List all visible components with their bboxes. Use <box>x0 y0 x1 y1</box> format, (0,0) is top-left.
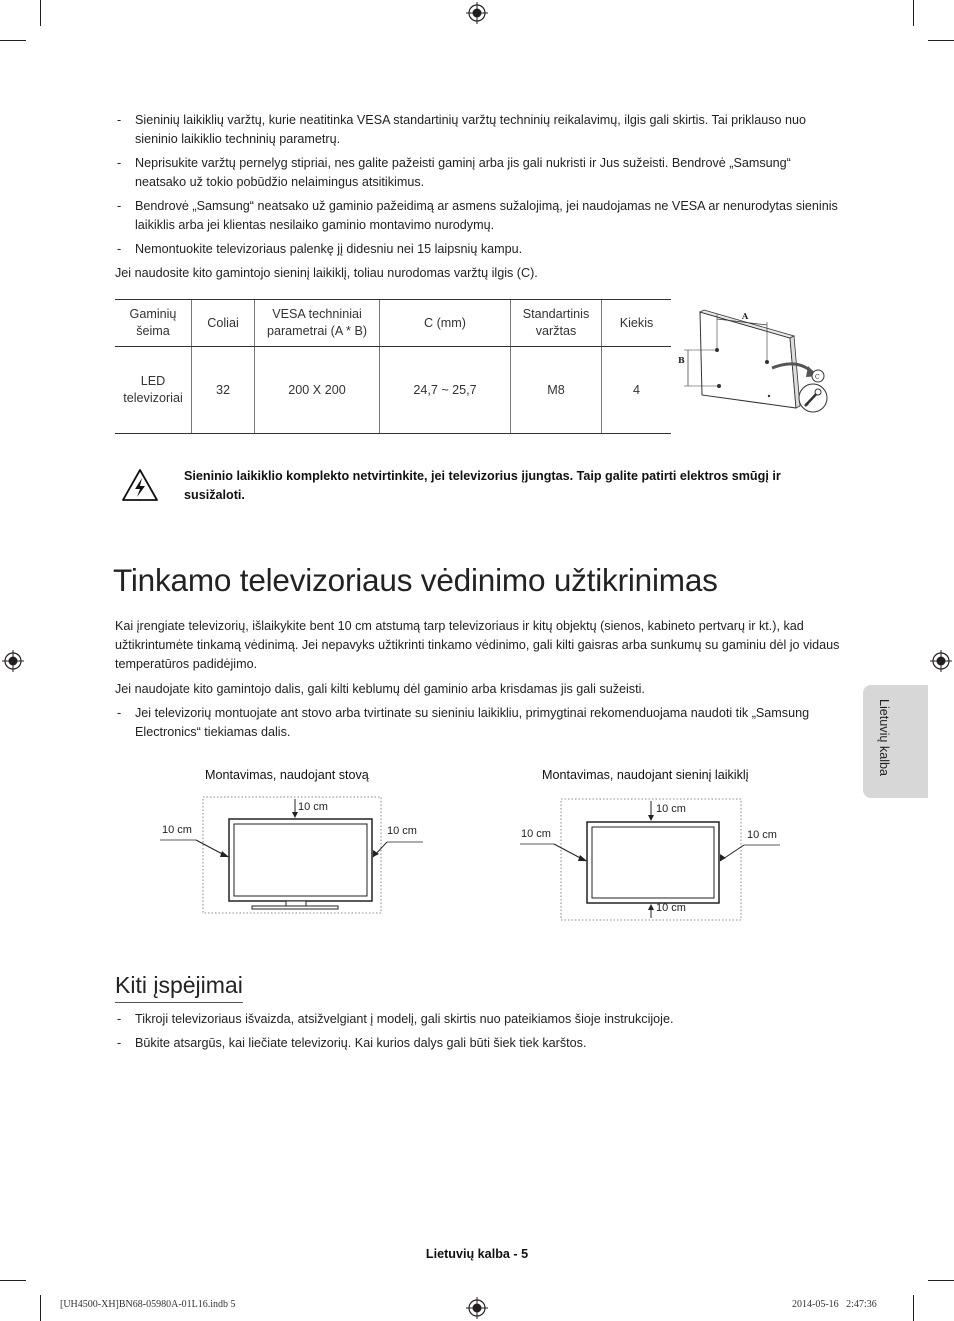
clearance-label: 10 cm <box>656 803 686 815</box>
list-item: - Bendrovė „Samsung“ neatsako už gaminio pažeidimą ar asmens sužalojimą, jei naudojamas ne VESA ar nenurodytas sieninis laikiklis arba jei klientas nesilaiko gaminio montavimo nurodymų. <box>117 199 838 232</box>
imprint-right: 2014-05-16 2:47:36 <box>792 1299 877 1310</box>
electric-shock-warning-icon <box>121 468 159 502</box>
ventilation-paragraph: Jei naudojate kito gamintojo dalis, gali kilti keblumų dėl gaminio arba krisdamas jis gali sužeisti. <box>115 682 645 696</box>
crop-mark <box>928 40 954 41</box>
registration-mark-icon <box>2 650 24 672</box>
wall-diagram-label: Montavimas, naudojant sieninį laikiklį <box>542 768 749 782</box>
table-cell: LED televizoriai <box>115 347 192 434</box>
mounting-notes <box>115 111 840 264</box>
crop-mark <box>0 1280 26 1281</box>
ventilation-paragraph: Kai įrengiate televizorių, išlaikykite bent 10 cm atstumą tarp televizoriaus ir kitų objektų (sienos, kabineto pertvarų ir kt.), kad užtikrintumėte tinkamą vėdinimą. Jei nepavyks užtikrinti tinkamo vėdinimo, gali kilti gaisras arba sunkumų su gaminiu dėl jo vidaus temperatūros padidėjimo. <box>115 619 840 671</box>
table-header-row <box>115 300 671 347</box>
clearance-label: 10 cm <box>656 902 686 914</box>
table-cell: M8 <box>511 347 602 434</box>
side-tab-label: Lietuvių kalba <box>877 699 891 777</box>
imprint-left: [UH4500-XH]BN68-05980A-01L16.indb 5 <box>60 1299 236 1310</box>
registration-mark-icon <box>466 1297 488 1319</box>
stand-diagram-label: Montavimas, naudojant stovą <box>205 768 369 782</box>
table-cell: 4 <box>602 347 672 434</box>
crop-mark <box>928 1280 954 1281</box>
crop-mark <box>913 1295 914 1321</box>
language-side-tab <box>863 685 928 798</box>
wall-bracket-diagram <box>672 300 842 425</box>
clearance-label: 10 cm <box>747 829 777 841</box>
section-title: Kiti įspėjimai <box>115 970 243 1003</box>
page-footer: Lietuvių kalba - 5 <box>425 1247 529 1261</box>
table-header-cell: Gaminių šeima <box>115 300 192 347</box>
clearance-label: 10 cm <box>162 824 192 836</box>
registration-mark-icon <box>930 650 952 672</box>
crop-mark <box>913 0 914 26</box>
other-warnings-list <box>115 1010 840 1058</box>
list-item: - Būkite atsargūs, kai liečiate televizorių. Kai kurios dalys gali būti šiek tiek karštos. <box>117 1036 587 1050</box>
clearance-label: 10 cm <box>521 828 551 840</box>
clearance-label: 10 cm <box>298 801 328 813</box>
table-header-cell: Standartinis varžtas <box>511 300 602 347</box>
dimension-label: A <box>742 311 749 321</box>
crop-mark <box>40 0 41 26</box>
crop-mark <box>0 40 26 41</box>
spec-table <box>115 299 671 434</box>
crop-mark <box>40 1295 41 1321</box>
table-cell: 32 <box>192 347 255 434</box>
list-item: - Nemontuokite televizoriaus palenkę jį didesniu nei 15 laipsnių kampu. <box>117 242 523 256</box>
table-header-cell: C (mm) <box>380 300 511 347</box>
list-item: - Jei televizorių montuojate ant stovo arba tvirtinate su sieniniu laikikliu, primygtinai rekomenduojama naudoti tik „Samsung Electronics“ tiekiamas dalis. <box>117 706 810 739</box>
warning-text: Sieninio laikiklio komplekto netvirtinkite, jei televizorius įjungtas. Taip galite patirti elektros smūgį ir susižaloti. <box>184 469 781 502</box>
screw-intro: Jei naudosite kito gamintojo sieninį laikiklį, toliau nurodomas varžtų ilgis (C). <box>115 266 538 280</box>
ventilation-notes <box>115 704 840 747</box>
page-title: Tinkamo televizoriaus vėdinimo užtikrinimas <box>113 562 718 598</box>
list-item: - Tikroji televizoriaus išvaizda, atsižvelgiant į modelį, gali skirtis nuo pateikiamos šioje instrukcijoje. <box>117 1012 674 1026</box>
table-row <box>115 347 671 434</box>
stand-clearance-diagram <box>160 793 430 918</box>
wall-clearance-diagram <box>520 797 785 922</box>
table-header-cell: VESA techniniai parametrai (A * B) <box>255 300 380 347</box>
dimension-label: C <box>815 374 820 381</box>
table-cell: 200 X 200 <box>255 347 380 434</box>
table-header-cell: Kiekis <box>602 300 672 347</box>
clearance-label: 10 cm <box>387 825 417 837</box>
registration-mark-icon <box>466 2 488 24</box>
table-header-cell: Coliai <box>192 300 255 347</box>
list-item: - Neprisukite varžtų pernelyg stipriai, nes galite pažeisti gaminį arba jis gali nukristi ir Jus sužeisti. Bendrovė „Samsung“ neatsako už tokio pobūdžio nelaimingus atsitikimus. <box>117 156 791 189</box>
list-item: - Sieninių laikiklių varžtų, kurie neatitinka VESA standartinių varžtų techninių reikalavimų, ilgis gali skirtis. Tai priklauso nuo sieninio laikiklio techninių parametrų. <box>117 113 807 146</box>
dimension-label: B <box>678 355 685 365</box>
table-cell: 24,7 ~ 25,7 <box>380 347 511 434</box>
